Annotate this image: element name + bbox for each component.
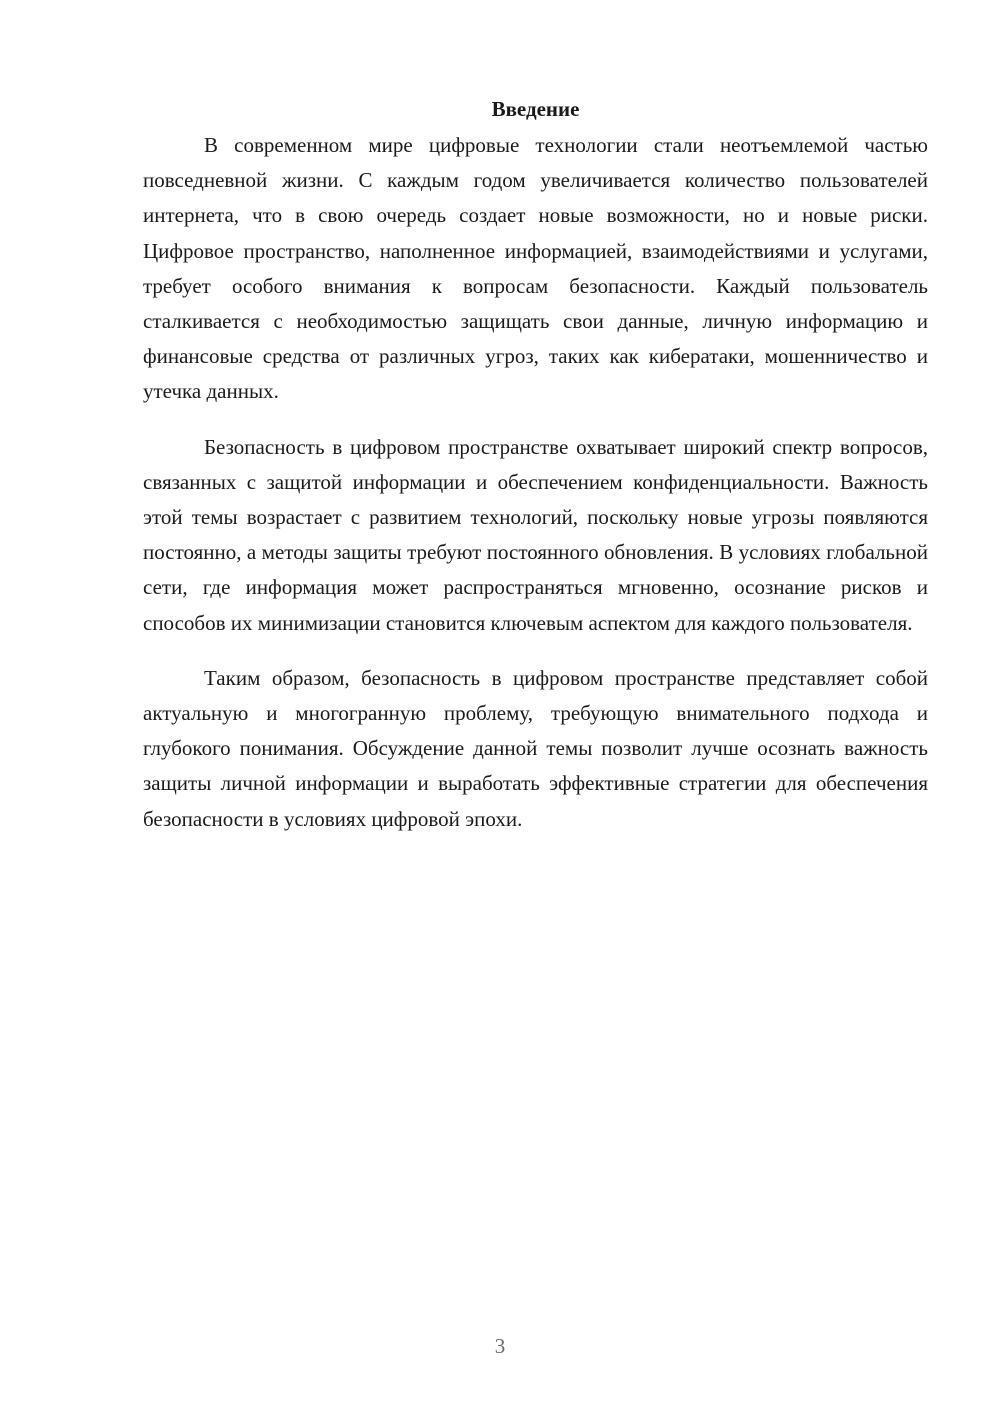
paragraph-1: В современном мире цифровые технологии стали неотъемлемой частью повседневной жизни. С каждым годом увеличивается количество пользователей интернета, что в свою очередь создает новые возможности, но и новые риски. Цифровое пространство, наполненное информацией, взаимодействиями и услугами, требует особого внимания к вопросам безопасности. Каждый пользователь сталкивается с необходимостью защищать свои данные, личную информацию и финансовые средства от различных угроз, таких как кибератаки, мошенничество и утечка данных.	[143, 133, 928, 404]
section-title: Введение	[491, 97, 580, 121]
paragraph-2: Безопасность в цифровом пространстве охватывает широкий спектр вопросов, связанных с защитой информации и обеспечением конфиденциальности. Важность этой темы возрастает с развитием технологий, поскольку новые угрозы появляются постоянно, а методы защиты требуют постоянного обновления. В условиях глобальной сети, где информация может распространяться мгновенно, осознание рисков и способов их минимизации становится ключевым аспектом для каждого пользователя.	[143, 434, 928, 635]
page-content	[143, 92, 928, 857]
paragraph-3: Таким образом, безопасность в цифровом пространстве представляет собой актуальную и многогранную проблему, требующую внимательного подхода и глубокого понимания. Обсуждение данной темы позволит лучше осознать важность защиты личной информации и выработать эффективные стратегии для обеспечения безопасности в условиях цифровой эпохи.	[143, 665, 928, 831]
page-number: 3	[494, 1334, 506, 1358]
